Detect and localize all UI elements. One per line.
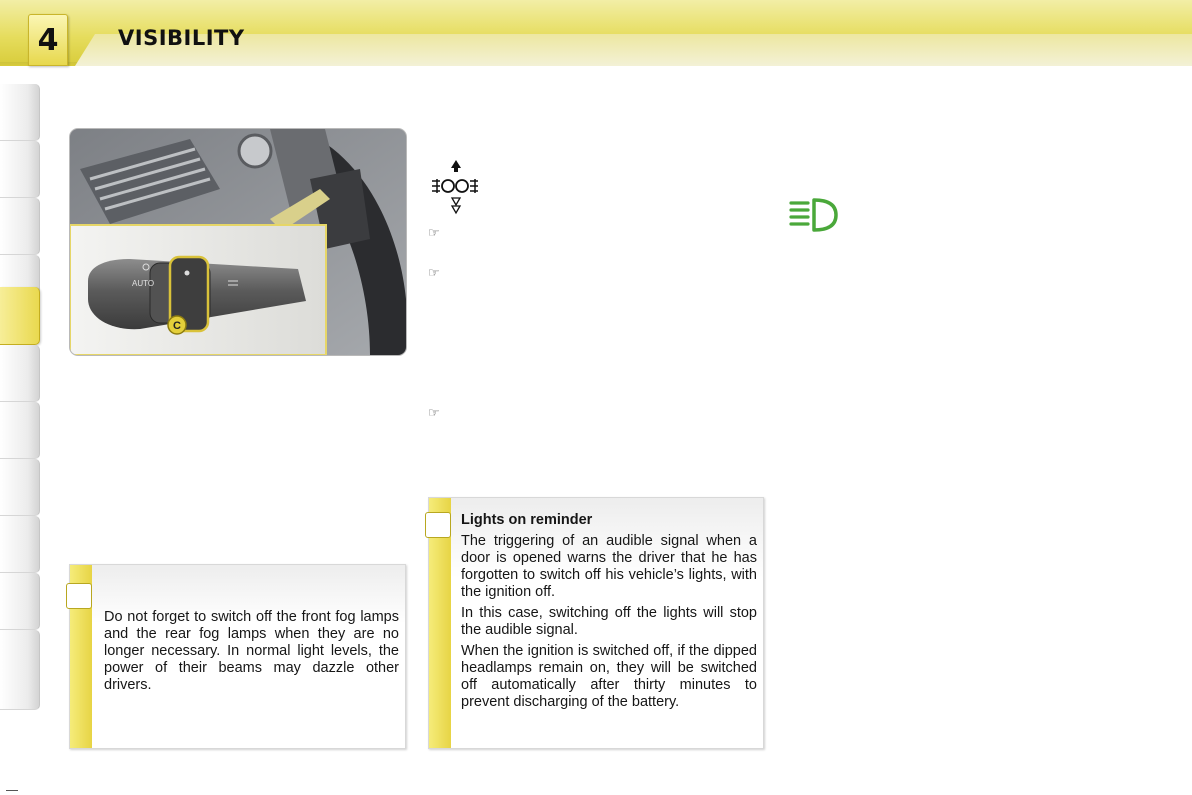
sidebar-tab-10[interactable] [0,573,40,630]
lighting-stalk-illustration [70,129,406,355]
sidebar-tab-11[interactable] [0,630,40,710]
fog-lamp-switch-icon [428,158,484,220]
sidebar-tab-9[interactable] [0,516,40,573]
note-body [461,512,757,715]
note-box-fog-lamps [69,564,406,749]
page-corner-mark [6,790,18,791]
note-paragraph: In this case, switching off the lights will stop the audible signal. [461,605,757,638]
pointing-hand-icon: ☞ [428,265,440,280]
pointing-hand-icon: ☞ [428,225,440,240]
note-paragraph: Do not forget to switch off the front fog lamps and the rear fog lamps when they are no longer necessary. In normal light levels, the power of their beams may dazzle other drivers. [104,609,399,693]
note-paragraph: When the ignition is switched off, if the dipped headlamps remain on, they will be switched off automatically after thirty minutes to prevent discharging of the battery. [461,643,757,710]
note-paragraph: The triggering of an audible signal when a door is opened warns the driver that he has forgotten to switch off his vehicle’s lights, with the ignition off. [461,533,757,600]
note-heading: Lights on reminder [461,512,593,528]
note-box-lights-reminder [428,497,764,749]
stalk-auto-label: AUTO [132,279,155,288]
main-beam-headlamp-icon [786,196,840,234]
pointing-hand-icon: ☞ [428,405,440,420]
lighting-stalk-photo [70,129,406,355]
sidebar-tab-8[interactable] [0,459,40,516]
chapter-tab[interactable] [28,14,68,66]
sidebar-tab-6[interactable] [0,345,40,402]
sidebar-tab-3[interactable] [0,198,40,255]
sidebar-tab-5-active[interactable] [0,287,40,345]
note-marker [66,583,92,609]
chapter-number: 4 [37,22,59,58]
sidebar-tab-1[interactable] [0,84,40,141]
note-marker [425,512,451,538]
sidebar-tab-2[interactable] [0,141,40,198]
page-title: VISIBILITY [118,26,245,50]
callout-c: C [173,320,181,332]
note-body [104,609,399,698]
sidebar-tab-7[interactable] [0,402,40,459]
